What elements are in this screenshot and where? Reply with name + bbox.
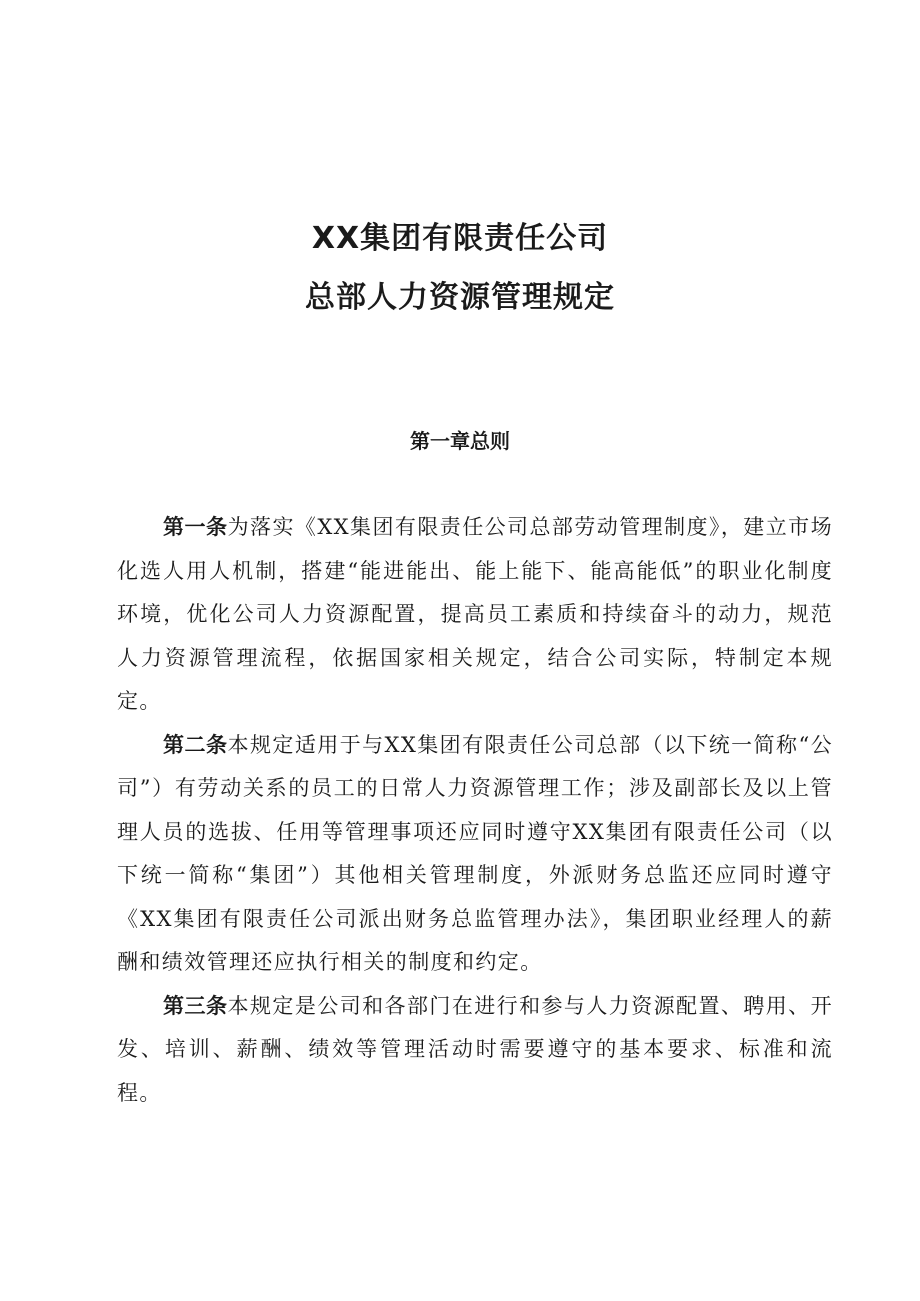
chapter-title: 第一章总则: [410, 429, 510, 453]
article-3-heading: 第三条: [163, 993, 228, 1018]
document-body: [117, 506, 833, 1115]
article-1: [117, 506, 833, 724]
article-1-heading: 第一条: [163, 515, 228, 539]
document-title-line1: XX集团有限责任公司: [311, 221, 609, 256]
article-2-heading: 第二条: [163, 732, 228, 757]
article-3: [117, 985, 833, 1116]
article-2-text: 本规定适用于与XX集团有限责任公司总部（以下统一简称“公司”）有劳动关系的员工的日常人力资源管理工作；涉及副部长及以上管理人员的选拔、任用等管理事项还应同时遵守XX集团有限责任公司（以下统一简称“集团”）其他相关管理制度，外派财务总监还应同时遵守《XX集团有限责任公司派出财务总监管理办法》，集团职业经理人的薪酬和绩效管理还应执行相关的制度和约定。: [117, 732, 834, 974]
article-1-text: 为落实《XX集团有限责任公司总部劳动管理制度》，建立市场化选人用人机制，搭建“能进能出、能上能下、能高能低”的职业化制度环境，优化公司人力资源配置，提高员工素质和持续奋斗的动力，规范人力资源管理流程，依据国家相关规定，结合公司实际，特制定本规定。: [117, 515, 833, 713]
article-3-text: 本规定是公司和各部门在进行和参与人力资源配置、聘用、开发、培训、薪酬、绩效等管理活动时需要遵守的基本要求、标准和流程。: [117, 993, 833, 1105]
document-title-line2: 总部人力资源管理规定: [305, 280, 615, 315]
article-2: [117, 724, 833, 985]
